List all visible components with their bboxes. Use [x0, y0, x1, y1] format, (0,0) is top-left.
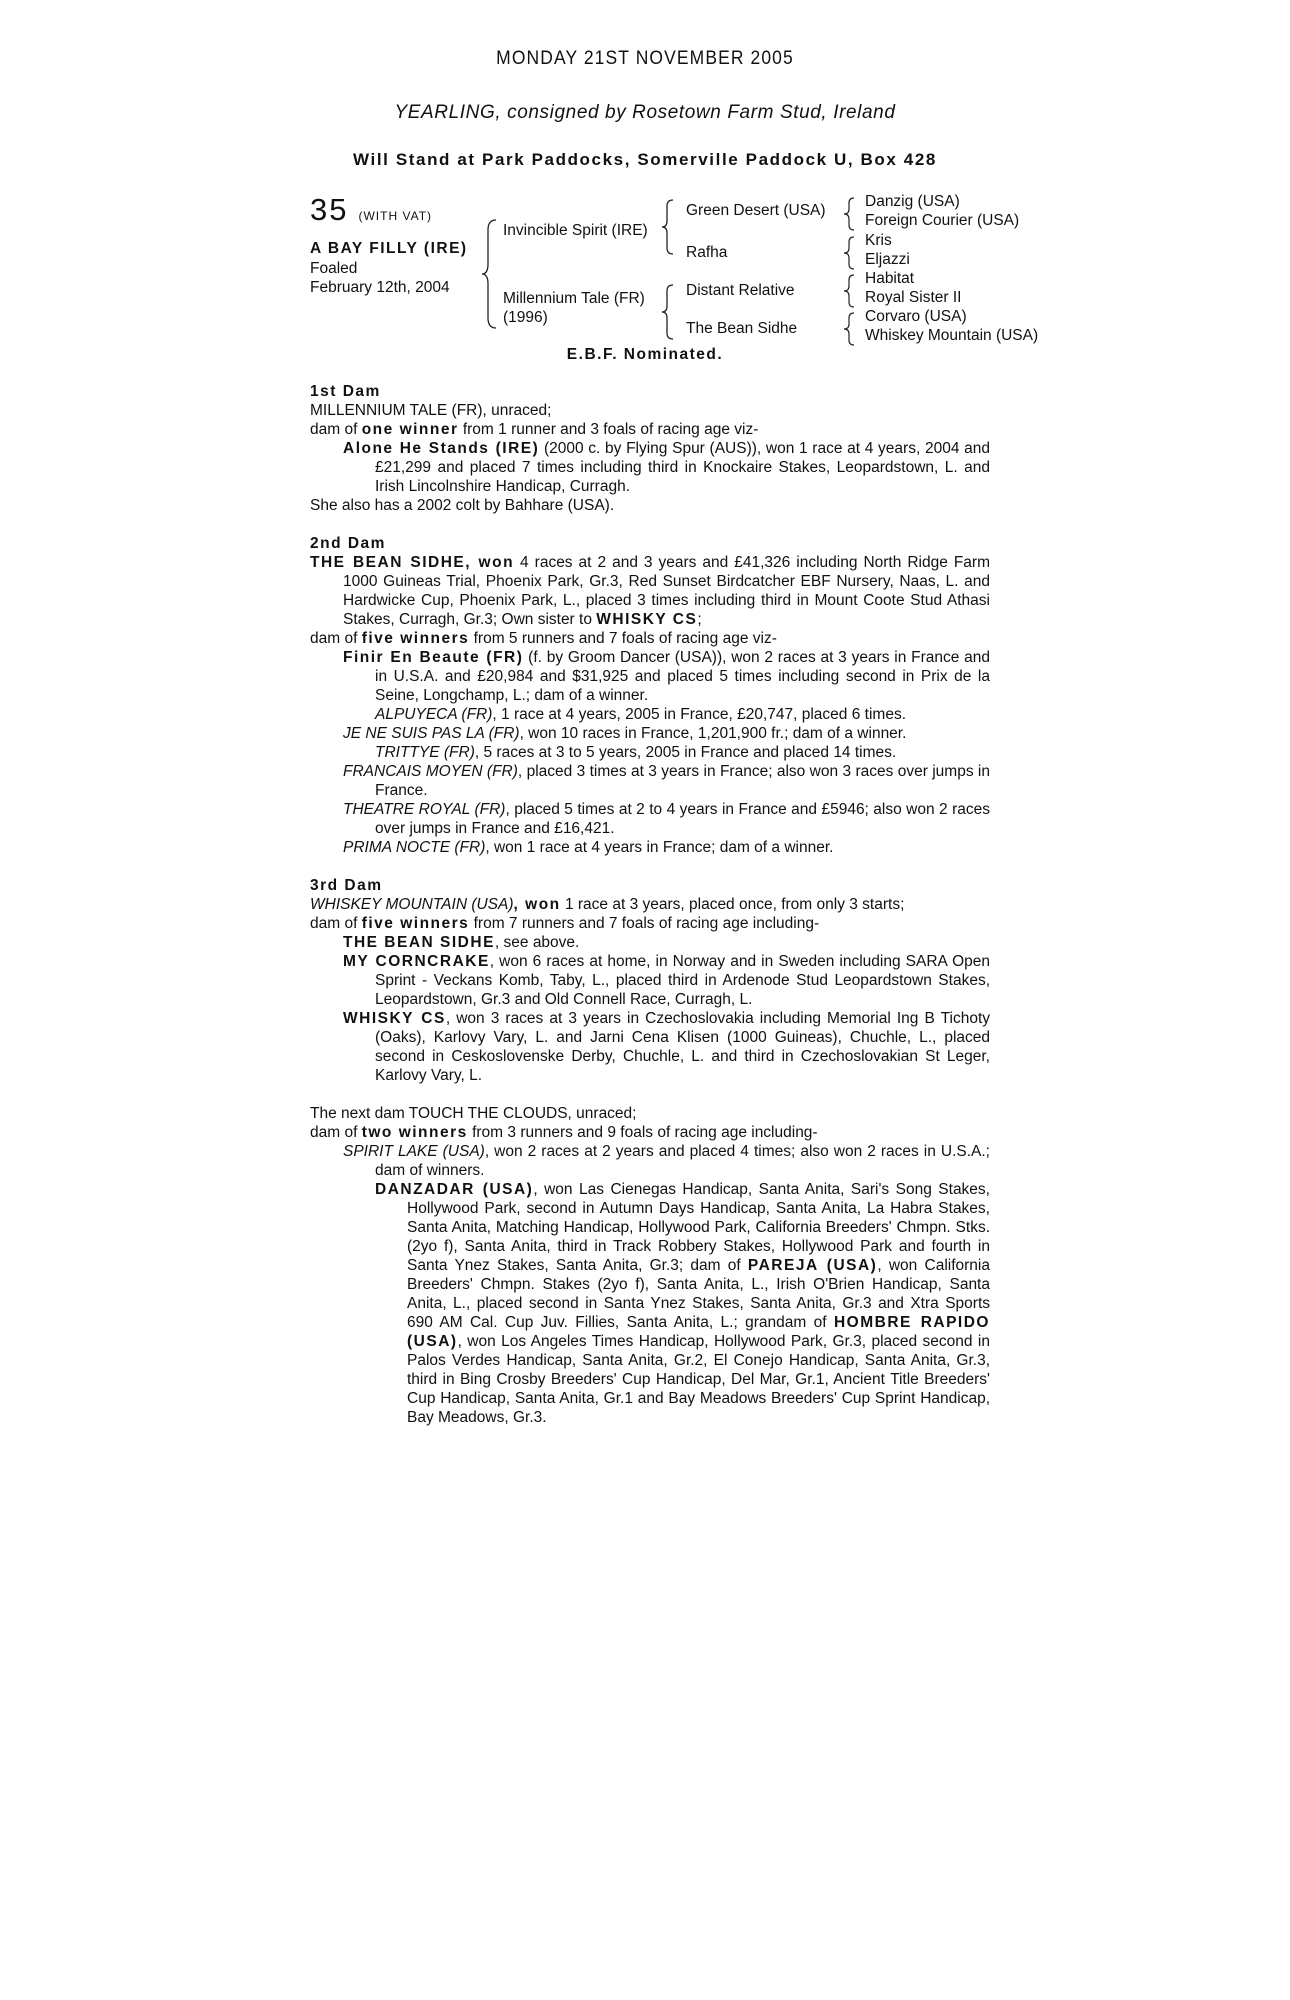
third-dam-produce-2: MY CORNCRAKE, won 6 races at home, in Norway and in Sweden including SARA Open Sprint - Veckans Komb, Taby, L., placed third in Ardenode Stud Leopardstown Stakes, Leopardstown, Gr.3 and Old Connell Race, Curragh, L. [343, 953, 990, 1008]
foaled-label: Foaled [310, 260, 358, 277]
pedigree-ggp-2: Foreign Courier (USA) [865, 212, 1020, 229]
third-dam-produce-1: THE BEAN SIDHE, see above. [343, 934, 580, 951]
pedigree-sire-sire: Green Desert (USA) [686, 202, 826, 219]
pedigree-dam-year: (1996) [503, 309, 548, 326]
pedigree-ggp-5: Habitat [865, 270, 915, 287]
pedigree-dam-dam: The Bean Sidhe [686, 320, 798, 337]
pedigree-brace-dam [660, 283, 676, 341]
pedigree-brace-ggp3 [842, 273, 856, 309]
second-dam-produce-2: JE NE SUIS PAS LA (FR), won 10 races in France, 1,201,900 fr.; dam of a winner. [343, 725, 907, 742]
second-dam-produce-2-sub: TRITTYE (FR), 5 races at 3 to 5 years, 2005 in France and placed 14 times. [375, 744, 897, 761]
lot-description: A BAY FILLY (IRE) [310, 240, 468, 257]
third-dam-heading: 3rd Dam [310, 877, 383, 894]
second-dam-record: THE BEAN SIDHE, won 4 races at 2 and 3 years and £41,326 including North Ridge Farm 1000 Guineas Trial, Phoenix Park, Gr.3, Red Sunset Birdcatcher EBF Nursery, Naas, L. and Hardwicke Cup, Phoenix Park, L., placed 3 times including third in Mount Coote Stud Athasi Stakes, Curragh, Gr.3; Own sister to WHISKY CS; [310, 554, 990, 628]
second-dam-winners-line: dam of five winners from 5 runners and 7 foals of racing age viz- [310, 630, 777, 647]
lot-number: 35 [310, 192, 349, 227]
second-dam-produce-1: Finir En Beaute (FR) (f. by Groom Dancer (USA)), won 2 races at 3 years in France and in U.S.A. and £20,984 and $31,925 and placed 5 times including second in Prix de la Seine, Longchamp, L.; dam of a winner. [343, 649, 990, 704]
second-dam-produce-4: THEATRE ROYAL (FR), placed 5 times at 2 to 4 years in France and £5946; also won 2 races over jumps in France and £16,421. [343, 801, 990, 837]
third-dam-winners-line: dam of five winners from 7 runners and 7 foals of racing age including- [310, 915, 820, 932]
pedigree-brace-ggp2 [842, 235, 856, 271]
first-dam-winners-line: dam of one winner from 1 runner and 3 foals of racing age viz- [310, 421, 759, 438]
pedigree-sire: Invincible Spirit (IRE) [503, 222, 648, 239]
pedigree-brace-ggp1 [842, 196, 856, 232]
sale-date: MONDAY 21ST NOVEMBER 2005 [496, 48, 794, 69]
pedigree-brace-ggp4 [842, 311, 856, 347]
next-dam-winners-line: dam of two winners from 3 runners and 9 foals of racing age including- [310, 1124, 818, 1141]
pedigree-dam: Millennium Tale (FR) [503, 290, 645, 307]
next-dam-line: The next dam TOUCH THE CLOUDS, unraced; [310, 1105, 637, 1122]
next-dam-produce-1: SPIRIT LAKE (USA), won 2 races at 2 years and placed 4 times; also won 2 races in U.S.A.; dam of winners. [343, 1143, 990, 1179]
next-dam-produce-2: DANZADAR (USA), won Las Cienegas Handicap, Santa Anita, Sari's Song Stakes, Hollywood Park, second in Autumn Days Handicap, Santa Anita, La Habra Stakes, Santa Anita, Matching Handicap, Hollywood Park, California Breeders' Chmpn. Stks.(2yo f), Santa Anita, third in Track Robbery Stakes, Hollywood Park and fourth in Santa Ynez Stakes, Santa Anita, Gr.3; dam of PAREJA (USA), won California Breeders' Chmpn. Stakes (2yo f), Santa Anita, L., Irish O'Brien Handicap, Santa Anita, L., placed second in Santa Ynez Stakes, Santa Anita, Gr.3 and Xtra Sports 690 AM Cal. Cup Juv. Fillies, Santa Anita, L.; grandam of HOMBRE RAPIDO (USA), won Los Angeles Times Handicap, Hollywood Park, Gr.3, placed second in Palos Verdes Handicap, Santa Anita, Gr.2, El Conejo Handicap, Santa Anita, Gr.3, third in Bing Crosby Breeders' Cup Handicap, Del Mar, Gr.1, Ancient Title Breeders' Cup Handicap, Santa Anita, Gr.1 and Bay Meadows Breeders' Cup Sprint Handicap, Bay Meadows, Gr.3. [375, 1181, 990, 1426]
third-dam-produce-3: WHISKY CS, won 3 races at 3 years in Czechoslovakia including Memorial Ing B Tichoty (Oaks), Karlovy Vary, L. and Jarni Cena Klisen (1000 Guineas), Chuchle, L., placed second in Ceskoslovenske Derby, Chuchle, L. and third in Czechoslovakian St Leger, Karlovy Vary, L. [343, 1010, 990, 1084]
pedigree-brace-main [480, 218, 500, 330]
first-dam-last-line: She also has a 2002 colt by Bahhare (USA). [310, 497, 615, 514]
second-dam-produce-3: FRANCAIS MOYEN (FR), placed 3 times at 3 years in France; also won 3 races over jumps in France. [343, 763, 990, 799]
pedigree-brace-sire [660, 198, 676, 256]
second-dam-produce-5: PRIMA NOCTE (FR), won 1 race at 4 years in France; dam of a winner. [343, 839, 834, 856]
consignment-line: YEARLING, consigned by Rosetown Farm Stud, Ireland [394, 102, 896, 123]
pedigree-ggp-4: Eljazzi [865, 251, 910, 268]
pedigree-sire-dam: Rafha [686, 244, 728, 261]
produce-record [310, 382, 990, 1427]
pedigree-ggp-3: Kris [865, 232, 892, 249]
ebf-nomination: E.B.F. Nominated. [566, 346, 724, 363]
second-dam-produce-1-sub: ALPUYECA (FR), 1 race at 4 years, 2005 in France, £20,747, placed 6 times. [375, 706, 906, 723]
second-dam-heading: 2nd Dam [310, 535, 386, 552]
pedigree-ggp-6: Royal Sister II [865, 289, 962, 306]
vat-note: (WITH VAT) [358, 209, 433, 223]
pedigree-dam-sire: Distant Relative [686, 282, 795, 299]
foaled-date: February 12th, 2004 [310, 279, 450, 296]
pedigree-ggp-7: Corvaro (USA) [865, 308, 967, 325]
first-dam-produce-1: Alone He Stands (IRE) (2000 c. by Flying Spur (AUS)), won 1 race at 4 years, 2004 and £21,299 and placed 7 times including third in Knockaire Stakes, Leopardstown, L. and Irish Lincolnshire Handicap, Curragh. [343, 440, 990, 495]
lot-number-block [310, 192, 432, 228]
stand-location: Will Stand at Park Paddocks, Somerville Paddock U, Box 428 [353, 150, 937, 169]
first-dam-heading: 1st Dam [310, 383, 381, 400]
third-dam-record: WHISKEY MOUNTAIN (USA), won 1 race at 3 years, placed once, from only 3 starts; [310, 896, 905, 913]
pedigree-ggp-1: Danzig (USA) [865, 193, 960, 210]
pedigree-ggp-8: Whiskey Mountain (USA) [865, 327, 1039, 344]
first-dam-line: MILLENNIUM TALE (FR), unraced; [310, 402, 552, 419]
